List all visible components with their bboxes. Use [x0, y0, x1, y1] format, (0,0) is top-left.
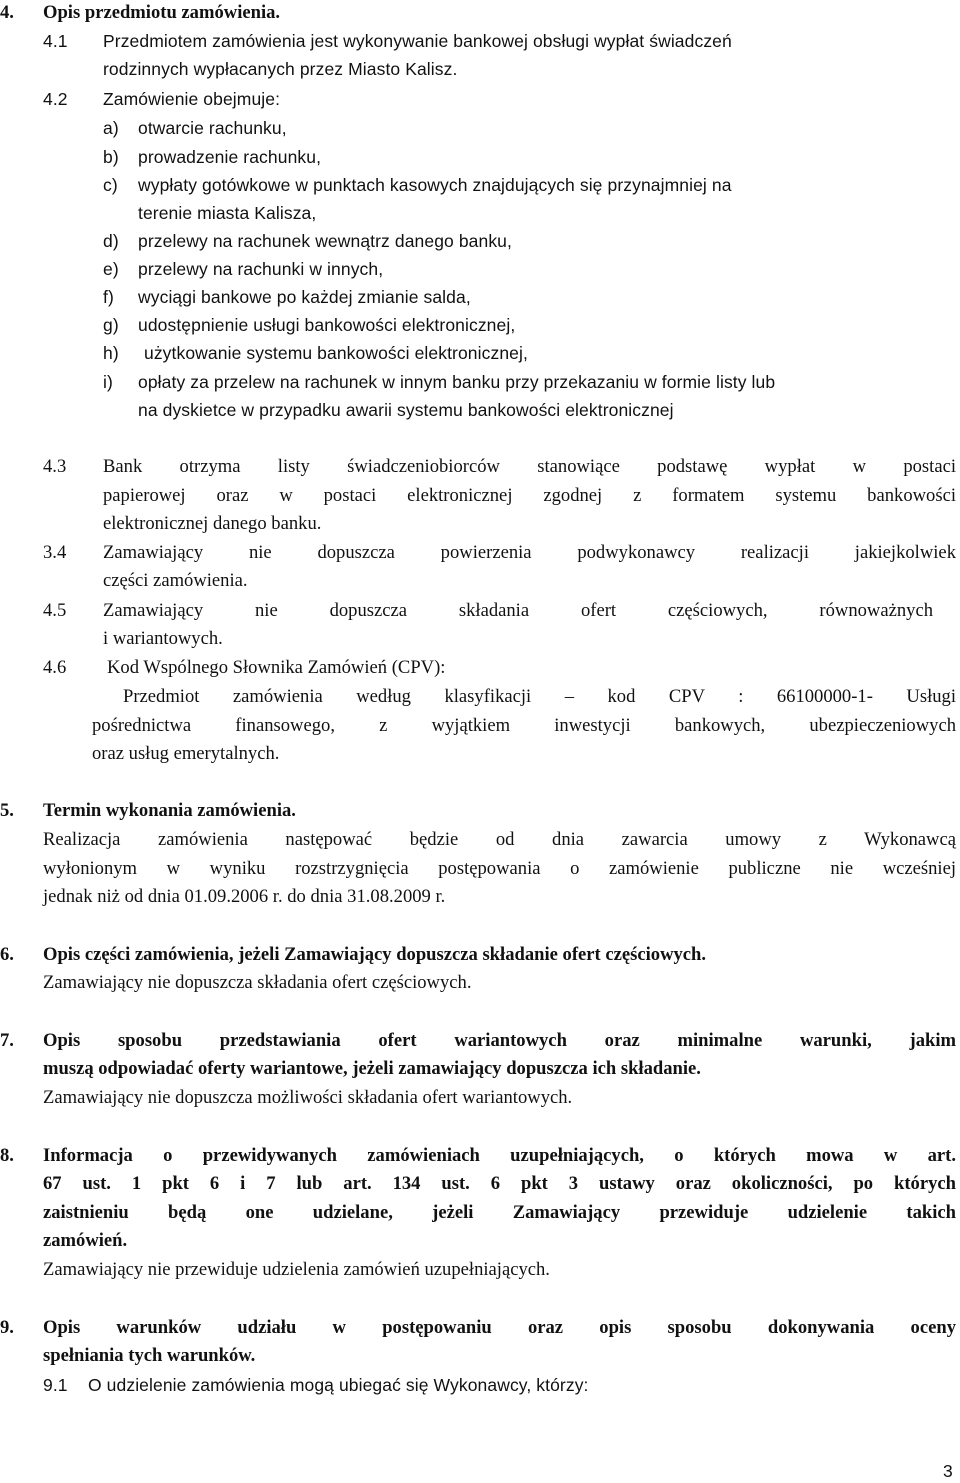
list-item-h-text: użytkowanie systemu bankowości elektronicznej, — [144, 343, 528, 363]
list-item-i-text: opłaty za przelew na rachunek w innym banku przy przekazaniu w formie listy lub — [138, 372, 776, 392]
list-item-d-text: przelewy na rachunek wewnątrz danego banku, — [138, 231, 512, 251]
point-4-2-number: 4.2 — [43, 89, 68, 109]
point-3-4-line-1: Zamawiający nie dopuszcza powierzenia podwykonawcy realizacji jakiejkolwiek — [103, 542, 956, 563]
section-5-line-1: Realizacja zamówienia następować będzie od dnia zawarcia umowy z Wykonawcą — [43, 829, 956, 850]
point-4-3-line-2: papierowej oraz w postaci elektronicznej zgodnej z formatem systemu bankowości — [103, 485, 956, 506]
section-6-title: Opis części zamówienia, jeżeli Zamawiający dopuszcza składanie ofert częściowych. — [43, 944, 707, 965]
list-item-b-label: b) — [103, 147, 119, 167]
point-3-4-line-2: części zamówienia. — [103, 570, 248, 591]
section-7-title-line-1: Opis sposobu przedstawiania ofert wariantowych oraz minimalne warunki, jakim — [43, 1030, 956, 1051]
section-7-title-line-2: muszą odpowiadać oferty wariantowe, jeżeli zamawiający dopuszcza ich składanie. — [43, 1058, 701, 1079]
point-4-6-line-3: pośrednictwa finansowego, z wyjątkiem inwestycji bankowych, ubezpieczeniowych — [92, 715, 956, 736]
section-5-title: Termin wykonania zamówienia. — [43, 800, 296, 821]
page-number: 3 — [943, 1461, 953, 1481]
section-5-line-2: wyłonionym w wyniku rozstrzygnięcia postępowania o zamówienie publiczne nie wcześniej — [43, 858, 956, 879]
section-4-number: 4. — [0, 2, 14, 23]
point-4-1-line-1: Przedmiotem zamówienia jest wykonywanie bankowej obsługi wypłat świadczeń — [103, 31, 732, 51]
list-item-g-label: g) — [103, 315, 119, 335]
point-4-2-text: Zamówienie obejmuje: — [103, 89, 281, 109]
section-8-number: 8. — [0, 1145, 14, 1166]
list-item-d-label: d) — [103, 231, 119, 251]
list-item-c-text: wypłaty gotówkowe w punktach kasowych znajdujących się przynajmniej na — [138, 175, 732, 195]
point-4-6-number: 4.6 — [43, 657, 67, 678]
point-4-6-line-1: Kod Wspólnego Słownika Zamówień (CPV): — [107, 657, 446, 678]
section-4-title: Opis przedmiotu zamówienia. — [43, 2, 281, 23]
list-item-c-text-cont: terenie miasta Kalisza, — [138, 203, 317, 223]
section-8-title-line-3: zaistnieniu będą one udzielane, jeżeli Zamawiający przewiduje udzielenie takich — [43, 1202, 956, 1223]
list-item-i-text-cont: na dyskietce w przypadku awarii systemu bankowości elektronicznej — [138, 400, 674, 420]
point-4-5-line-2: i wariantowych. — [103, 628, 223, 649]
section-8-title-line-4: zamówień. — [43, 1230, 128, 1251]
point-4-6-line-2: Przedmiot zamówienia według klasyfikacji – kod CPV : 66100000-1- Usługi — [123, 686, 956, 707]
point-4-3-number: 4.3 — [43, 456, 67, 477]
point-4-6-line-4: oraz usług emerytalnych. — [92, 743, 280, 764]
section-5-number: 5. — [0, 800, 14, 821]
list-item-a-text: otwarcie rachunku, — [138, 118, 287, 138]
point-4-5-number: 4.5 — [43, 600, 67, 621]
point-4-3-line-3: elektronicznej danego banku. — [103, 513, 322, 534]
point-4-3-line-1-text: Bank otrzyma listy świadczeniobiorców stanowiące podstawę wypłat w postaci — [103, 456, 956, 477]
list-item-f-label: f) — [103, 287, 114, 307]
point-4-5-line-1: Zamawiający nie dopuszcza składania ofert częściowych, równoważnych — [103, 600, 933, 621]
list-item-b-text: prowadzenie rachunku, — [138, 147, 322, 167]
section-7-line-1: Zamawiający nie dopuszcza możliwości składania ofert wariantowych. — [43, 1087, 573, 1108]
section-6-line-1: Zamawiający nie dopuszcza składania ofert częściowych. — [43, 972, 472, 993]
section-6-number: 6. — [0, 944, 14, 965]
list-item-g-text: udostępnienie usługi bankowości elektronicznej, — [138, 315, 516, 335]
list-item-a-label: a) — [103, 118, 119, 138]
point-3-4-number: 3.4 — [43, 542, 67, 563]
list-item-h-label: h) — [103, 343, 119, 363]
point-4-3-line-1 — [103, 458, 956, 477]
list-item-f-text: wyciągi bankowe po każdej zmianie salda, — [138, 287, 471, 307]
section-9-number: 9. — [0, 1317, 14, 1338]
point-9-1-number: 9.1 — [43, 1375, 68, 1395]
section-8-title-line-1: Informacja o przewidywanych zamówieniach uzupełniających, o których mowa w art. — [43, 1145, 956, 1166]
section-5-line-3: jednak niż od dnia 01.09.2006 r. do dnia 31.08.2009 r. — [43, 886, 446, 907]
section-7-number: 7. — [0, 1030, 14, 1051]
list-item-i-label: i) — [103, 372, 113, 392]
point-4-1-line-2: rodzinnych wypłacanych przez Miasto Kalisz. — [103, 59, 458, 79]
list-item-c-label: c) — [103, 175, 118, 195]
point-9-1-text: O udzielenie zamówienia mogą ubiegać się Wykonawcy, którzy: — [88, 1375, 589, 1395]
list-item-e-label: e) — [103, 259, 119, 279]
section-8-title-line-2: 67 ust. 1 pkt 6 i 7 lub art. 134 ust. 6 pkt 3 ustawy oraz okoliczności, po których — [43, 1173, 956, 1194]
list-item-e-text: przelewy na rachunki w innych, — [138, 259, 384, 279]
section-8-line-1: Zamawiający nie przewiduje udzielenia zamówień uzupełniających. — [43, 1259, 550, 1280]
section-9-title-line-1: Opis warunków udziału w postępowaniu oraz opis sposobu dokonywania oceny — [43, 1317, 956, 1338]
point-4-1-number: 4.1 — [43, 31, 68, 51]
section-9-title-line-2: spełniania tych warunków. — [43, 1345, 256, 1366]
